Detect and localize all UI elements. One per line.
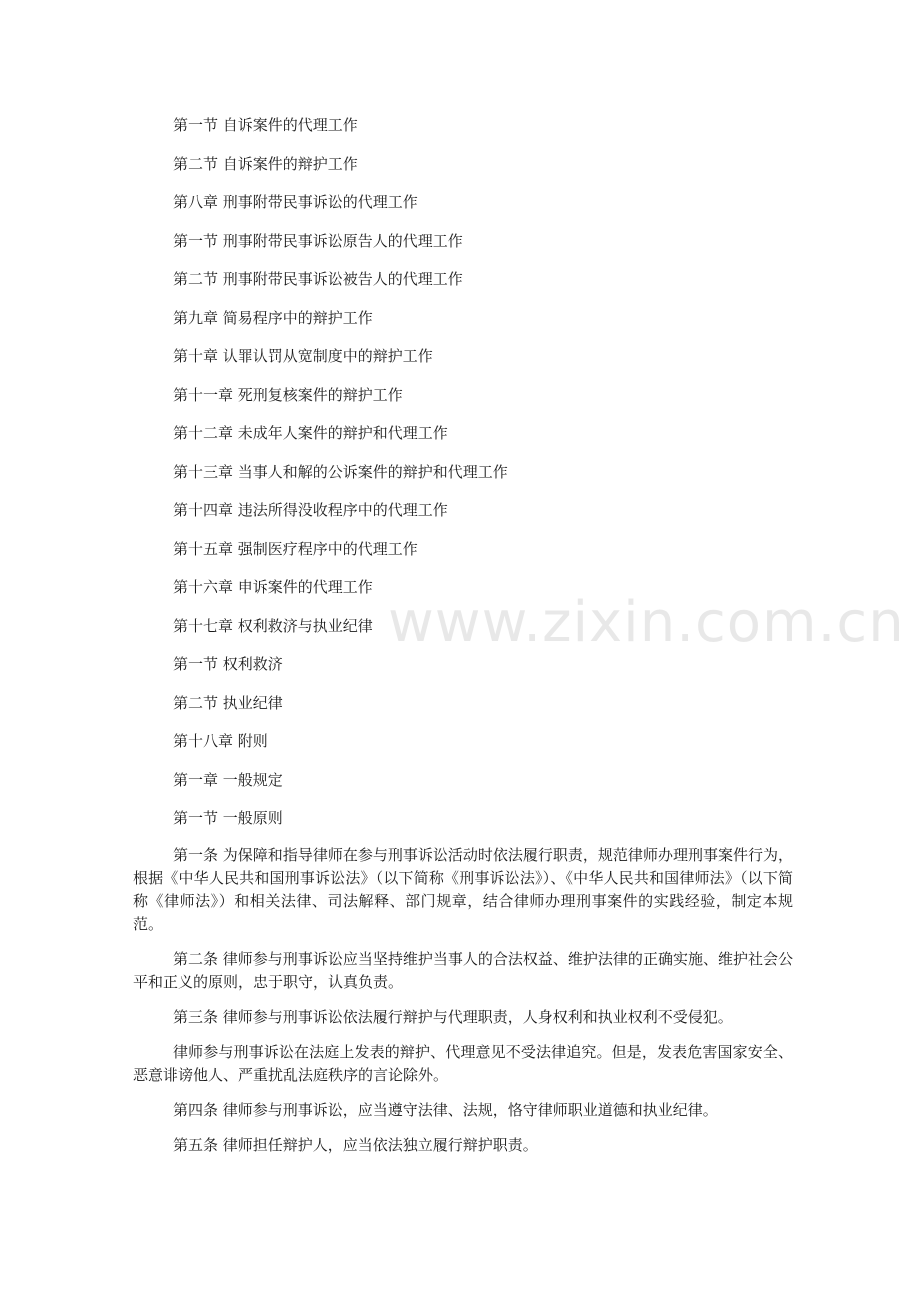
- toc-line: 第二节 自诉案件的辩护工作: [173, 154, 358, 173]
- toc-line: 第二节 执业纪律: [173, 693, 283, 712]
- toc-line: 第一节 自诉案件的代理工作: [173, 116, 358, 134]
- article-paragraph: 第一条 为保障和指导律师在参与刑事诉讼活动时依法履行职责，规范律师办理刑事案件行为，根据《中华人民共和国刑事诉讼法》（以下简称《刑事诉讼法》）、《中华人民共和国律师法》（以下简称《律师法》）和相关法律、司法解释、部门规章，结合律师办理刑事案件的实践经验，制定本规范。: [133, 845, 793, 933]
- toc-line: 第十八章 附则: [173, 732, 268, 750]
- toc-line: 第十二章 未成年人案件的辩护和代理工作: [173, 424, 448, 442]
- toc-line: 第二节 刑事附带民事诉讼被告人的代理工作: [173, 270, 463, 288]
- toc-line: 第十三章 当事人和解的公诉案件的辩护和代理工作: [173, 462, 508, 481]
- toc-line: 第一节 一般原则: [173, 809, 283, 827]
- article-paragraph: 第三条 律师参与刑事诉讼依法履行辩护与代理职责，人身权利和执业权利不受侵犯。: [173, 1007, 733, 1026]
- toc-line: 第一节 权利救济: [173, 655, 283, 673]
- toc-line: 第十一章 死刑复核案件的辩护工作: [173, 385, 403, 404]
- document-body: [133, 112, 793, 1169]
- toc-line: 第十七章 权利救济与执业纪律: [173, 616, 373, 635]
- toc-line: 第一章 一般规定: [173, 770, 283, 789]
- toc-list: [133, 112, 793, 844]
- toc-line: 第一节 刑事附带民事诉讼原告人的代理工作: [173, 231, 463, 250]
- article-list: [133, 844, 793, 1157]
- toc-line: 第十四章 违法所得没收程序中的代理工作: [173, 501, 448, 519]
- toc-line: 第十五章 强制医疗程序中的代理工作: [173, 539, 418, 558]
- site-watermark: www.zixin.com.cn: [388, 590, 905, 655]
- toc-line: 第十六章 申诉案件的代理工作: [173, 578, 373, 596]
- article-paragraph: 第四条 律师参与刑事诉讼，应当遵守法律、法规，恪守律师职业道德和执业纪律。: [173, 1100, 718, 1119]
- toc-line: 第十章 认罪认罚从宽制度中的辩护工作: [173, 347, 433, 365]
- toc-line: 第八章 刑事附带民事诉讼的代理工作: [173, 193, 418, 211]
- article-paragraph: 第二条 律师参与刑事诉讼应当坚持维护当事人的合法权益、维护法律的正确实施、维护社会公平和正义的原则，忠于职守，认真负责。: [133, 949, 793, 991]
- article-paragraph: 第五条 律师担任辩护人，应当依法独立履行辩护职责。: [173, 1135, 538, 1154]
- toc-line: 第九章 简易程序中的辩护工作: [173, 308, 373, 327]
- article-paragraph: 律师参与刑事诉讼在法庭上发表的辩护、代理意见不受法律追究。但是，发表危害国家安全、恶意诽谤他人、严重扰乱法庭秩序的言论除外。: [133, 1042, 793, 1084]
